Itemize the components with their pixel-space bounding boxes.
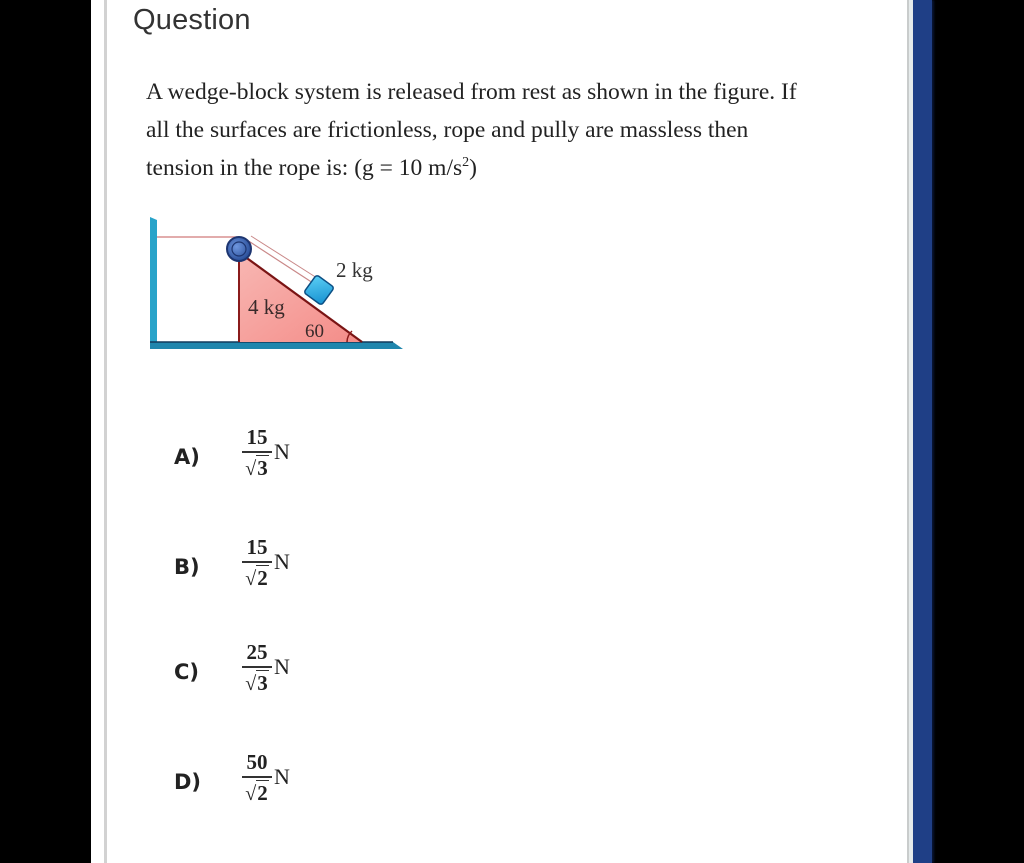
- wedge-block-figure: [140, 205, 420, 365]
- option-label: A): [174, 445, 200, 469]
- angle-label: 60: [305, 321, 324, 342]
- denominator: [242, 566, 272, 591]
- wall: [150, 217, 157, 344]
- fraction: [242, 750, 272, 806]
- option-label: C): [174, 660, 200, 684]
- denominator: [242, 781, 272, 806]
- block-mass-label: 2 kg: [336, 258, 373, 282]
- radicand: 3: [257, 671, 268, 695]
- fraction-bar: [242, 666, 272, 668]
- fraction: [242, 640, 272, 696]
- numerator: 50: [246, 750, 268, 774]
- question-suffix: ): [469, 155, 477, 181]
- unit: N: [274, 654, 290, 679]
- radicand: 3: [257, 456, 268, 480]
- sqrt-icon: √: [245, 783, 257, 805]
- fraction-bar: [242, 451, 272, 453]
- numerator: 15: [246, 425, 268, 449]
- question-exponent: 2: [462, 155, 470, 171]
- floor: [150, 342, 403, 349]
- option-a[interactable]: [174, 425, 374, 495]
- sqrt-icon: √: [245, 458, 257, 480]
- option-d[interactable]: [174, 750, 374, 820]
- option-label: B): [174, 555, 200, 579]
- denominator: [242, 456, 272, 481]
- unit: N: [274, 549, 290, 574]
- denominator: [242, 671, 272, 696]
- page-title: Question: [133, 4, 251, 36]
- fraction-bar: [242, 776, 272, 778]
- radicand: 2: [257, 566, 268, 590]
- fraction: [242, 425, 272, 481]
- sqrt-icon: √: [245, 568, 257, 590]
- option-b[interactable]: [174, 535, 374, 605]
- question-text: [146, 73, 806, 187]
- unit: N: [274, 439, 290, 464]
- fraction: [242, 535, 272, 591]
- fraction-bar: [242, 561, 272, 563]
- option-c[interactable]: [174, 640, 374, 710]
- unit: N: [274, 764, 290, 789]
- scrollbar-track[interactable]: [913, 0, 932, 863]
- question-body: A wedge-block system is released from rest as shown in the figure. If all the surfaces are frictionless, rope and pully are massless then tension in the rope is: (g = 10 m/s: [146, 79, 797, 181]
- wedge-mass-label: 4 kg: [248, 295, 285, 319]
- pulley: [227, 237, 251, 261]
- option-label: D): [174, 770, 202, 794]
- sqrt-icon: √: [245, 673, 257, 695]
- numerator: 15: [246, 535, 268, 559]
- left-divider: [104, 0, 107, 863]
- radicand: 2: [257, 781, 268, 805]
- numerator: 25: [246, 640, 268, 664]
